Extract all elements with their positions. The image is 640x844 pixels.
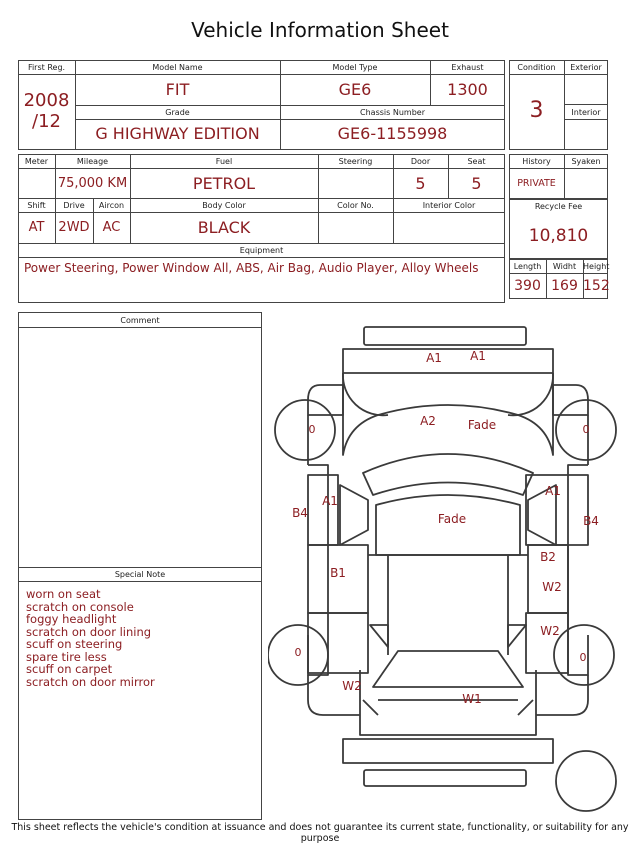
diagram-right-side [568,465,588,675]
width-label: Widht [552,262,577,271]
recycle-fee-value: 10,810 [528,226,589,246]
damage-mark: B1 [330,566,346,580]
exterior-label: Exterior [570,63,602,72]
drive-label: Drive [63,201,85,210]
model-name-value: FIT [165,80,190,99]
condition-value: 3 [529,98,544,123]
damage-mark: 0 [294,646,302,659]
diagram-front-right-fender [508,373,588,465]
damage-mark: B4 [583,514,599,528]
damage-mark: A1 [545,484,561,498]
history-label: History [522,157,551,166]
diagram-front-left-fender [308,373,388,465]
exhaust-value: 1300 [447,80,488,99]
damage-mark: Fade [437,512,467,526]
equipment-label: Equipment [239,246,284,255]
diagram-front-left-corner [308,385,343,415]
steering-label: Steering [338,157,373,166]
model-type-value: GE6 [338,80,372,99]
damage-mark: 0 [582,423,590,436]
diagram-rear-bumper-lower [364,770,526,786]
comment-label: Comment [120,316,160,325]
disclaimer-footer: This sheet reflects the vehicle's condition at issuance and does not guarantee its current state, functionality, or suitability for any purpose [11,822,629,844]
list-item: scuff on steering [26,637,123,651]
body-color-value: BLACK [197,218,251,237]
door-value: 5 [415,174,426,193]
list-item: spare tire less [26,649,107,664]
aircon-value: AC [102,220,121,235]
exhaust-label: Exhaust [451,63,484,72]
damage-mark: B4 [292,506,308,520]
diagram-rear-right-corner [536,675,588,715]
damage-mark: A2 [420,414,436,428]
damage-mark: W2 [342,679,362,693]
model-type-label: Model Type [332,63,378,72]
page-title: Vehicle Information Sheet [191,18,449,42]
model-name-label: Model Name [152,63,203,72]
damage-mark: W1 [462,692,482,706]
first-reg-month: /12 [32,111,61,132]
height-label: Height [583,262,610,271]
diagram-rear-body [360,670,536,735]
diagram-spare-tire [556,751,616,811]
history-value: PRIVATE [517,178,556,189]
special-note-list [26,588,155,688]
condition-label: Condition [517,63,556,72]
diagram-rear-bumper [343,739,553,763]
length-value: 390 [514,278,541,294]
interior-color-label: Interior Color [422,201,476,210]
meter-label: Meter [24,157,49,166]
chassis-number-label: Chassis Number [360,108,425,117]
aircon-label: Aircon [98,201,125,210]
drive-value: 2WD [58,220,90,235]
mileage-label: Mileage [76,157,109,166]
width-value: 169 [551,278,578,294]
diagram-rear-trunk [363,700,533,715]
door-label: Door [410,157,431,166]
shift-label: Shift [27,201,46,210]
diagram-wheel-front-left [275,400,335,460]
list-item: scratch on door lining [26,624,152,639]
body-color-label: Body Color [202,201,246,210]
diagram-right-panel-lower [526,613,568,673]
list-item: scratch on console [26,599,134,614]
damage-mark: W2 [542,580,562,594]
damage-mark: A1 [322,494,338,508]
list-item: scratch on door mirror [26,674,155,689]
damage-mark: W2 [540,624,560,638]
grade-label: Grade [165,108,190,117]
grade-value: G HIGHWAY EDITION [95,124,260,143]
height-value: 152 [583,278,610,294]
list-item: scuff on carpet [26,662,113,676]
special-note-label: Special Note [114,570,166,579]
syaken-label: Syaken [571,157,601,166]
diagram-left-panel-upper [308,475,338,545]
list-item: worn on seat [26,587,101,601]
damage-mark: 0 [308,423,316,436]
damage-mark: A1 [470,349,486,363]
comment-box [18,312,262,820]
equipment-value: Power Steering, Power Window All, ABS, Air Bag, Audio Player, Alloy Wheels [24,261,479,275]
diagram-left-panel-lower [308,613,368,673]
damage-mark: Fade [467,418,497,432]
diagram-right-triangle [508,625,526,647]
car-damage-diagram [268,315,628,820]
damage-mark: B2 [540,550,556,564]
length-label: Length [513,262,542,271]
diagram-left-triangle [370,625,388,647]
diagram-front-bumper [343,349,553,373]
diagram-center-console [368,555,528,655]
color-no-label: Color No. [337,201,374,210]
damage-mark: A1 [426,351,442,365]
list-item: foggy headlight [26,612,117,626]
shift-value: AT [28,220,45,235]
recycle-fee-label: Recycle Fee [534,202,583,211]
seat-label: Seat [467,157,486,166]
fuel-label: Fuel [215,157,233,166]
mileage-value: 75,000 KM [57,176,128,191]
damage-mark: 0 [579,651,587,664]
diagram-left-window [340,485,368,545]
diagram-windshield [363,454,533,495]
chassis-number-value: GE6-1155998 [337,124,448,143]
diagram-front-bumper-top [364,327,526,345]
diagram-rear-window [373,651,523,687]
first-reg-label: First Reg. [27,63,66,72]
seat-value: 5 [471,174,482,193]
interior-label: Interior [571,108,601,117]
first-reg-year: 2008 [23,90,70,111]
fuel-value: PETROL [192,174,256,193]
